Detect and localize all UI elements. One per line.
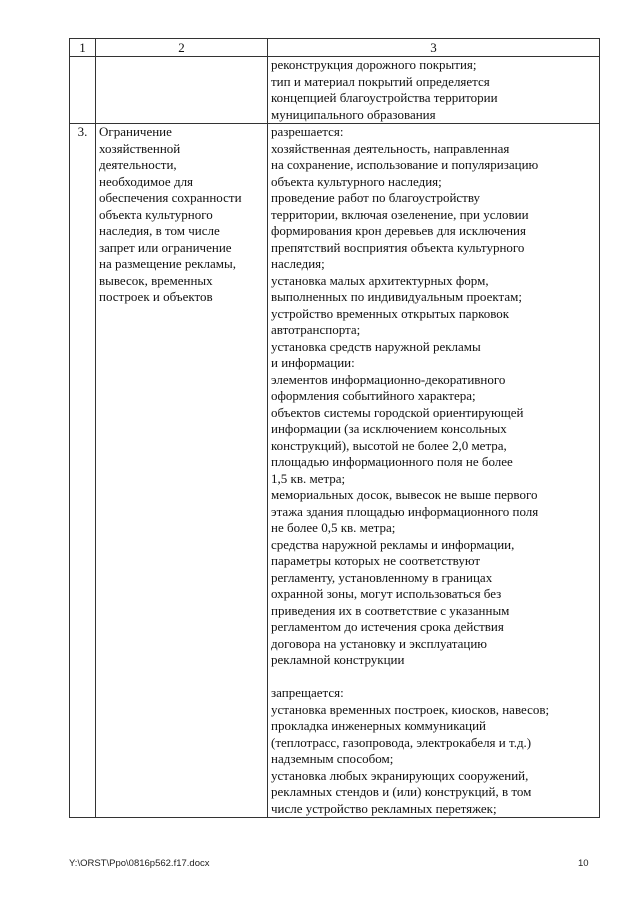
cell-number [70,57,96,124]
table-row-3 [70,124,600,818]
text-line: объекта культурного наследия; [271,173,442,189]
text-line: оформления событийного характера; [271,388,476,403]
document-table [69,38,600,818]
text-line: установка временных построек, киосков, навесов; [271,701,550,717]
text-line: охранной зоны, могут использоваться без [271,586,502,601]
text-line: приведения их в соответствие с указанным [271,602,510,618]
text-line: обеспечения сохранности [99,190,242,205]
text-line: 1,5 кв. метра; [271,470,346,486]
text-line: средства наружной рекламы и информации, [271,536,515,552]
text-line: препятствий восприятия объекта культурного [271,239,525,255]
text-line: на размещение рекламы, [99,256,236,271]
text-line: выполненных по индивидуальным проектам; [271,289,522,304]
text-line: хозяйственная деятельность, направленная [271,140,510,156]
text-line: числе устройство рекламных перетяжек; [271,800,497,816]
text-line: муниципального образования [271,106,436,122]
text-line: объектов системы городской ориентирующей [271,404,524,420]
text-line: этажа здания площадью информационного поля [271,503,539,519]
cell-restriction [96,124,268,818]
table-row-continuation [70,57,600,124]
text-line: объекта культурного [99,206,213,222]
text-line: деятельности, [99,157,177,172]
blank-line [271,669,596,686]
text-line: параметры которых не соответствуют [271,553,481,568]
text-line: информации (за исключением консольных [271,421,507,436]
text-line: на сохранение, использование и популяризацию [271,157,539,172]
text-line: необходимое для [99,173,194,189]
cell-regulation [268,124,600,818]
text-line: надземным способом; [271,751,394,766]
text-line: наследия; [271,256,325,271]
text-line: реконструкция дорожного покрытия; [271,57,477,72]
text-line: запрещается: [271,685,344,700]
text-line: прокладка инженерных коммуникаций [271,718,486,733]
page-number: 10 [578,858,589,869]
table-header-row [70,39,600,57]
text-line: формирования крон деревьев для исключения [271,223,526,238]
text-line: не более 0,5 кв. метра; [271,520,396,535]
text-line: установка любых экранирующих сооружений, [271,767,529,783]
text-line: мемориальных досок, вывесок не выше первого [271,487,538,502]
text-line: рекламной конструкции [271,652,405,667]
text-line: тип и материал покрытий определяется [271,73,490,89]
text-line: автотранспорта; [271,322,361,337]
header-col-3: 3 [268,39,600,57]
text-line: установка средств наружной рекламы [271,338,481,354]
text-line: Ограничение [99,124,172,139]
text-line: хозяйственной [99,140,181,156]
row-number: 3. [70,124,96,818]
text-line: концепцией благоустройства территории [271,90,498,105]
footer-file-path: Y:\ORST\Ppo\0816p562.f17.docx [69,858,210,869]
text-line: разрешается: [271,124,344,139]
cell-regulation [268,57,600,124]
text-line: установка малых архитектурных форм, [271,272,489,288]
text-line: регламентом до истечения срока действия [271,619,504,634]
text-line: площадью информационного поля не более [271,454,513,469]
text-line: договора на установку и эксплуатацию [271,635,488,651]
text-line: вывесок, временных [99,272,213,288]
text-line: (теплотрасс, газопровода, электрокабеля и т.д.) [271,734,532,750]
text-line: устройство временных открытых парковок [271,305,510,321]
text-line: территории, включая озеленение, при условии [271,206,529,222]
header-col-1: 1 [70,39,96,57]
text-line: построек и объектов [99,289,213,304]
cell-restriction [96,57,268,124]
header-col-2: 2 [96,39,268,57]
text-line: регламенту, установленному в границах [271,569,493,585]
text-line: рекламных стендов и (или) конструкций, в том [271,784,532,799]
text-line: конструкций), высотой не более 2,0 метра, [271,437,507,453]
text-line: наследия, в том числе [99,223,220,238]
text-line: проведение работ по благоустройству [271,190,481,205]
text-line: запрет или ограничение [99,239,232,255]
text-line: элементов информационно-декоративного [271,371,506,387]
text-line: и информации: [271,355,355,370]
